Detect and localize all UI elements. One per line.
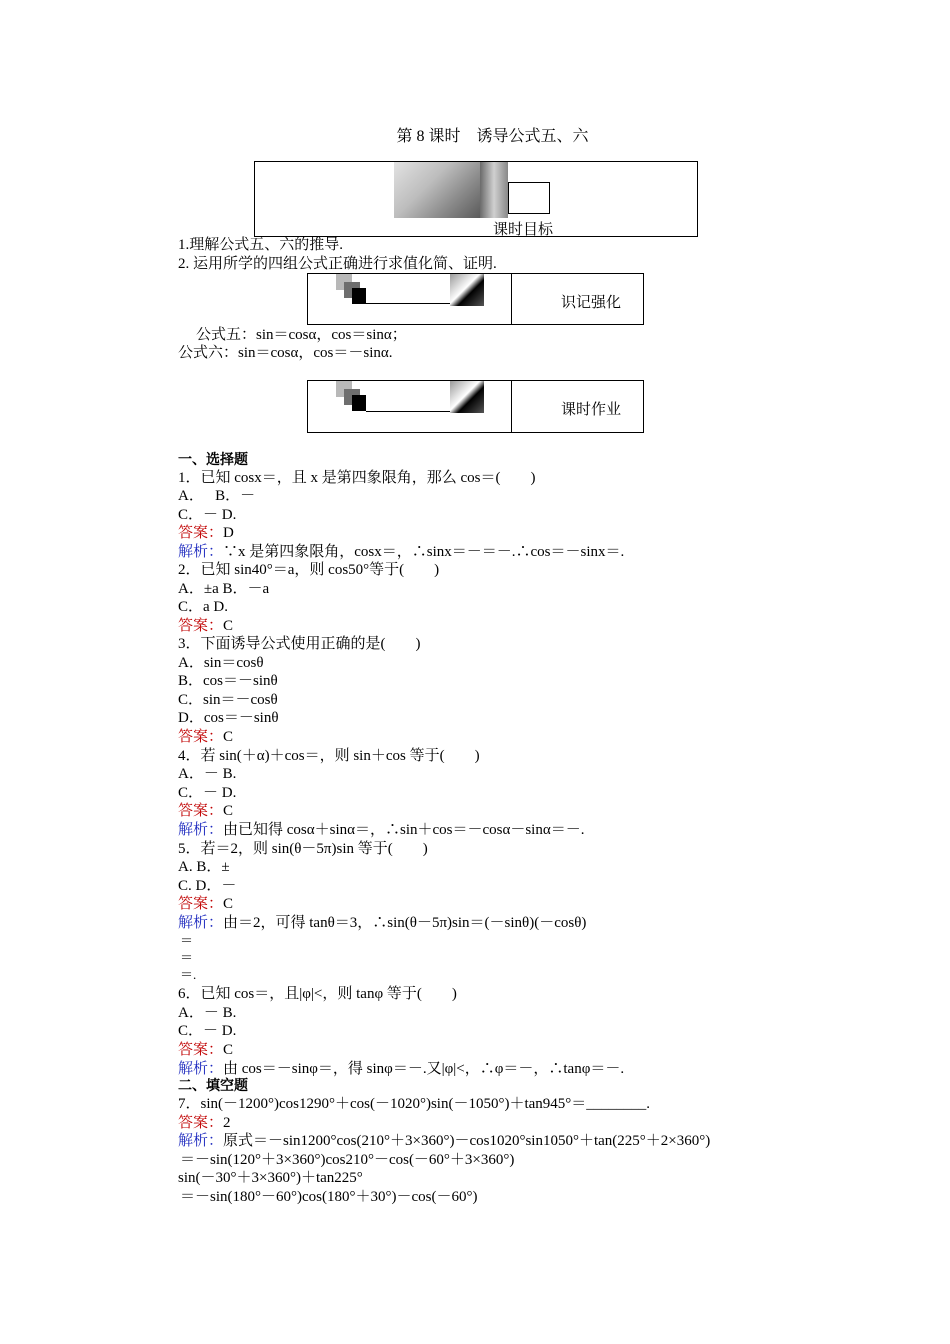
analysis-label: 解析：	[178, 915, 224, 931]
banner-divider	[511, 381, 512, 432]
banner-underline	[366, 303, 450, 304]
banner-squares-icon-3	[352, 288, 366, 304]
question-4-options-ab: A．－ B.	[178, 766, 237, 782]
question-2-options-cd: C．a D.	[178, 599, 228, 615]
question-6-stem: 6．已知 cos＝，且|φ|<，则 tanφ 等于( )	[178, 986, 457, 1002]
answer-label: 答案：	[178, 803, 224, 819]
question-5-analysis-cont: ＝.	[180, 967, 197, 982]
answer-label: 答案：	[178, 1115, 224, 1131]
question-4-answer	[178, 802, 233, 821]
answer-label: 答案：	[178, 525, 224, 541]
answer-label: 答案：	[178, 1042, 224, 1058]
memory-banner	[307, 273, 644, 325]
formula-5: 公式五：sin＝cosα，cos＝sinα；	[196, 327, 407, 343]
question-3-option-b: B．cos＝－sinθ	[178, 673, 278, 689]
homework-banner	[307, 380, 644, 433]
objectives-banner-label: 课时目标	[493, 220, 554, 238]
banner-corner-image	[450, 274, 484, 306]
question-4-analysis	[178, 821, 584, 840]
analysis-label: 解析：	[178, 1133, 224, 1149]
section-heading: 二、填空题	[178, 1078, 248, 1094]
answer-value: C	[223, 618, 234, 634]
question-2-options-ab: A．±a B．－a	[178, 581, 270, 597]
analysis-text: 由 cos＝－sinφ＝，得 sinφ＝－.又|φ|<，∴φ＝－，∴tanφ＝－.	[223, 1061, 625, 1077]
question-5-analysis-cont: ＝	[180, 950, 194, 965]
question-5-options-ab: A. B．±	[178, 859, 230, 875]
answer-value: D	[223, 525, 234, 541]
question-1-stem: 1．已知 cosx＝，且 x 是第四象限角，那么 cos＝( )	[178, 470, 536, 486]
question-3-answer	[178, 728, 233, 747]
banner-gradient-image	[394, 162, 480, 218]
answer-label: 答案：	[178, 729, 224, 745]
question-5-answer	[178, 895, 233, 914]
analysis-text: 原式＝－sin1200°cos(210°＋3×360°)－cos1020°sin1050°＋tan(225°＋2×360°)	[223, 1133, 711, 1149]
question-6-options-cd: C．－ D.	[178, 1023, 237, 1039]
banner-stripe-image	[480, 162, 508, 218]
question-4-options-cd: C．－ D.	[178, 785, 237, 801]
question-3-option-c: C．sin＝－cosθ	[178, 692, 278, 708]
answer-value: C	[223, 803, 234, 819]
question-7-analysis	[178, 1132, 710, 1151]
question-5-stem: 5．若＝2，则 sin(θ－5π)sin 等于( )	[178, 841, 428, 857]
question-3-option-a: A．sin＝cosθ	[178, 655, 264, 671]
question-7-answer	[178, 1114, 231, 1133]
banner-divider	[511, 274, 512, 324]
question-1-analysis	[178, 543, 624, 562]
objective-2: 2. 运用所学的四组公式正确进行求值化简、证明.	[178, 256, 497, 272]
objectives-banner	[254, 161, 698, 237]
banner-box	[508, 182, 550, 214]
question-2-answer	[178, 617, 233, 636]
question-4-stem: 4．若 sin(＋α)＋cos＝，则 sin＋cos 等于( )	[178, 748, 480, 764]
question-2-stem: 2．已知 sin40°＝a，则 cos50°等于( )	[178, 562, 440, 578]
question-7-analysis-cont: sin(－30°＋3×360°)＋tan225°	[178, 1170, 363, 1186]
question-5-analysis-cont: ＝	[180, 933, 194, 948]
page-title: 第 8 课时 诱导公式五、六	[396, 128, 589, 145]
answer-value: 2	[223, 1115, 231, 1131]
question-7-analysis-cont: ＝－sin(180°－60°)cos(180°＋30°)－cos(－60°)	[180, 1189, 478, 1205]
analysis-label: 解析：	[178, 822, 224, 838]
analysis-label: 解析：	[178, 1061, 224, 1077]
answer-label: 答案：	[178, 618, 224, 634]
question-5-analysis	[178, 914, 586, 933]
objective-1: 1.理解公式五、六的推导.	[178, 237, 344, 253]
question-1-options-ab: A． B．－	[178, 488, 256, 504]
banner-corner-image	[450, 381, 484, 413]
question-6-answer	[178, 1041, 233, 1060]
question-3-option-d: D．cos＝－sinθ	[178, 710, 279, 726]
banner-squares-icon-3	[352, 395, 366, 411]
question-5-options-cd: C. D．－	[178, 878, 237, 894]
analysis-label: 解析：	[178, 544, 224, 560]
question-1-answer	[178, 524, 234, 543]
answer-value: C	[223, 729, 234, 745]
question-6-options-ab: A．－ B.	[178, 1005, 237, 1021]
question-7-analysis-cont: ＝－sin(120°＋3×360°)cos210°－cos(－60°＋3×360°)	[180, 1152, 515, 1168]
analysis-text: 由已知得 cosα＋sinα＝，∴sin＋cos＝－cosα－sinα＝－.	[223, 822, 585, 838]
analysis-text: ∵x 是第四象限角，cosx＝，∴sinx＝－＝－.∴cos＝－sinx＝.	[223, 544, 625, 560]
answer-label: 答案：	[178, 896, 224, 912]
answer-value: C	[223, 896, 234, 912]
question-6-analysis	[178, 1060, 624, 1079]
section-heading: 一、选择题	[178, 452, 248, 468]
formula-6: 公式六：sin＝cosα，cos＝－sinα.	[178, 345, 393, 361]
question-3-stem: 3．下面诱导公式使用正确的是( )	[178, 636, 421, 652]
question-7-stem: 7．sin(－1200°)cos1290°＋cos(－1020°)sin(－1050°)＋tan945°＝________.	[178, 1096, 651, 1112]
analysis-text: 由＝2，可得 tanθ＝3，∴sin(θ－5π)sin＝(－sinθ)(－cosθ)	[223, 915, 587, 931]
question-1-options-cd: C．－ D.	[178, 507, 237, 523]
memory-banner-label: 识记强化	[561, 293, 622, 311]
banner-underline	[366, 411, 450, 412]
homework-banner-label: 课时作业	[561, 400, 622, 418]
answer-value: C	[223, 1042, 234, 1058]
